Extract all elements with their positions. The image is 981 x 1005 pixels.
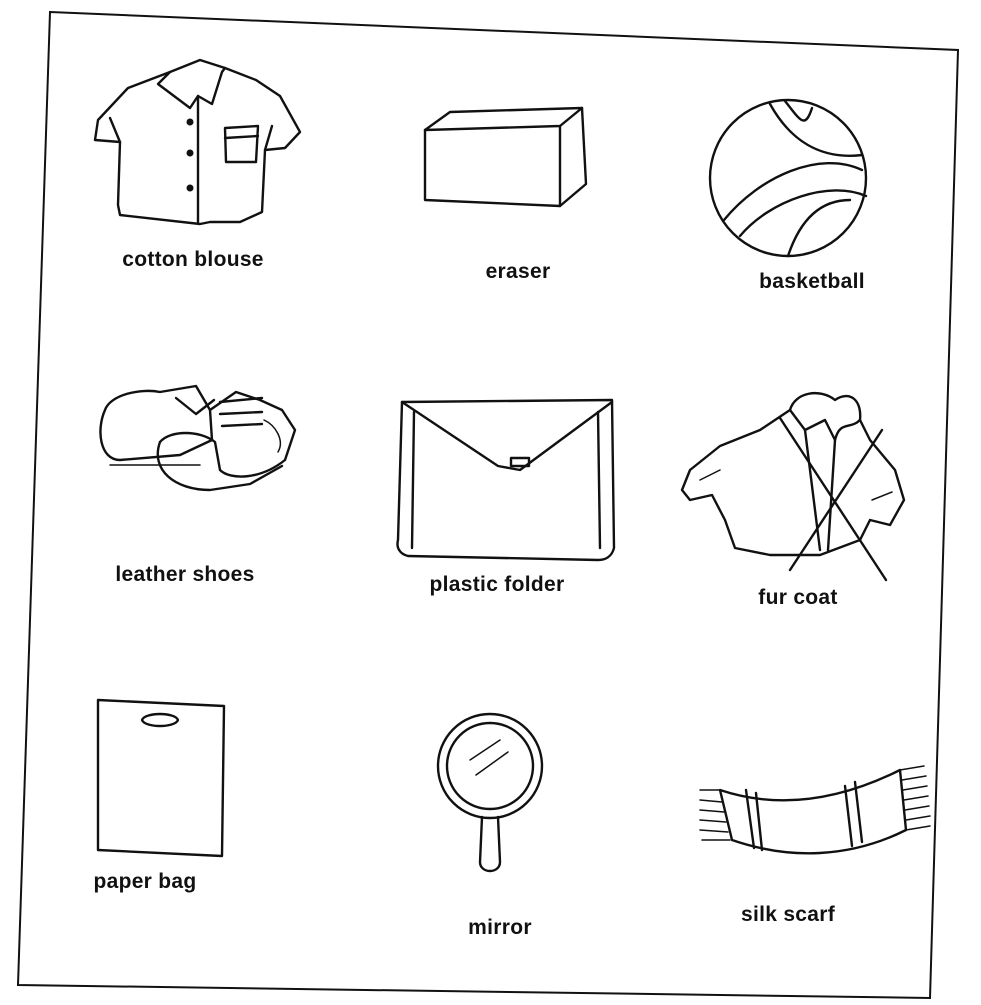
- item-label: leather shoes: [115, 563, 255, 586]
- item-label: fur coat: [758, 586, 838, 609]
- worksheet-frame: [18, 12, 958, 998]
- shoes-icon: [100, 386, 295, 490]
- item-label: cotton blouse: [122, 248, 264, 271]
- coat-icon: [682, 393, 904, 580]
- paper-bag-icon: [98, 700, 224, 856]
- item-label: mirror: [468, 916, 532, 939]
- scarf-icon: [700, 766, 930, 853]
- folder-icon: [397, 400, 614, 560]
- eraser-icon: [425, 108, 586, 206]
- item-label: basketball: [759, 270, 865, 293]
- item-label: silk scarf: [740, 903, 836, 926]
- item-label: eraser: [485, 260, 551, 283]
- mirror-icon: [438, 714, 542, 871]
- blouse-icon: [95, 60, 300, 224]
- item-label: plastic folder: [429, 573, 565, 596]
- basketball-icon: [710, 100, 866, 256]
- item-label: paper bag: [93, 870, 197, 893]
